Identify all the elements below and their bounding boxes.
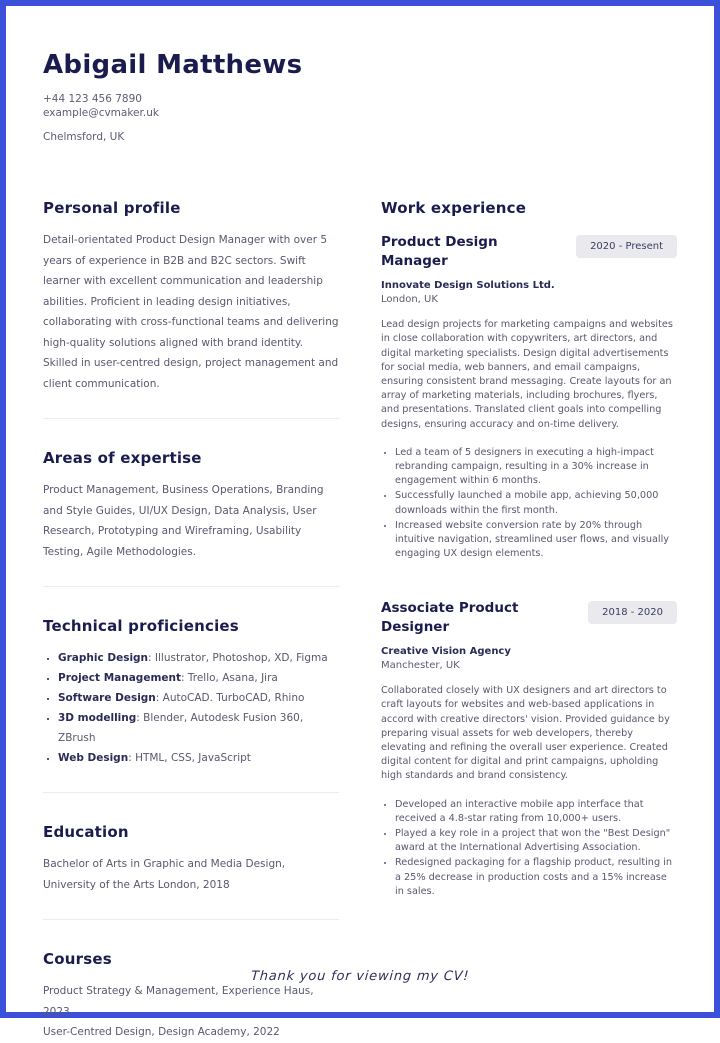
work-experience-heading: Work experience (381, 199, 527, 218)
job-header (381, 599, 677, 637)
course-line: User-Centred Design, Design Academy, 2022 (43, 1026, 280, 1039)
section-divider (43, 792, 339, 793)
section-technical-proficiencies (43, 617, 339, 768)
job-bullet-list (381, 798, 677, 899)
tech-item (58, 648, 339, 668)
job-bullet-list (381, 446, 677, 562)
cv-footer (6, 965, 714, 984)
areas-of-expertise-heading: Areas of expertise (43, 449, 202, 468)
tech-item-value: : HTML, CSS, JavaScript (128, 752, 251, 765)
phone-number: +44 123 456 7890 (43, 93, 142, 105)
tech-item-label: Graphic Design (58, 652, 149, 665)
job-company: Innovate Design Solutions Ltd. (381, 280, 555, 292)
job-bullet: • Successfully launched a mobile app, achieving 50,000 downloads within the first month. (395, 489, 677, 517)
tech-item-value: : Illustrator, Photoshop, XD, Figma (148, 652, 328, 665)
tech-item (58, 748, 339, 768)
candidate-name: Abigail Matthews (43, 50, 303, 80)
section-divider (43, 586, 339, 587)
left-column (43, 199, 339, 1043)
job-title: Product Design Manager (381, 234, 498, 270)
cv-columns (6, 199, 714, 1043)
technical-proficiencies-list (43, 648, 339, 768)
right-column (381, 199, 677, 1043)
tech-item (58, 688, 339, 708)
job-entry (381, 599, 677, 899)
email-address: example@cvmaker.uk (43, 107, 159, 120)
tech-item (58, 708, 339, 748)
job-title: Associate Product Designer (381, 600, 519, 636)
tech-item-label: 3D modelling (58, 712, 137, 725)
job-summary: Collaborated closely with UX designers and art directors to craft layouts for websites and web-based applications in accord with creative directors' vision. Provided guidance by preparing visual assets for web developers, thereby elevating and refining the overall user experience. Created digital content for digital and print campaigns, upholding high standards and brand consistency. (381, 685, 670, 782)
education-body: Bachelor of Arts in Graphic and Media Design, University of the Arts London, 2018 (43, 858, 286, 891)
course-line: Product Strategy & Management, Experience Haus, 2023 (43, 985, 314, 1018)
section-personal-profile (43, 199, 339, 394)
section-education (43, 823, 339, 895)
job-bullet: • Played a key role in a project that won the "Best Design" award at the International Advertising Association. (395, 827, 677, 855)
job-location: London, UK (381, 294, 438, 306)
tech-item-label: Web Design (58, 752, 129, 765)
cv-header (6, 6, 714, 143)
courses-body (43, 981, 339, 1043)
location: Chelmsford, UK (43, 131, 125, 144)
section-areas-of-expertise (43, 449, 339, 562)
job-location: Manchester, UK (381, 660, 460, 672)
job-bullet: • Led a team of 5 designers in executing a high-impact rebranding campaign, resulting in a 30% increase in engagement within 6 months. (395, 446, 677, 489)
job-bullet: • Increased website conversion rate by 20% through intuitive navigation, streamlined user flows, and visually engaging UX design elements. (395, 519, 677, 562)
tech-item-label: Software Design (58, 692, 156, 705)
job-header (381, 233, 677, 271)
tech-item-value: : AutoCAD. TurboCAD, Rhino (155, 692, 305, 705)
education-heading: Education (43, 823, 129, 842)
job-bullet: • Redesigned packaging for a flagship product, resulting in a 25% decrease in production costs and a 15% increase in sales. (395, 856, 677, 899)
footer-note: Thank you for viewing my CV! (250, 969, 470, 984)
tech-item-value: : Blender, Autodesk Fusion 360, ZBrush (58, 712, 304, 745)
areas-of-expertise-body: Product Management, Business Operations, Branding and Style Guides, UI/UX Design, Data Analysis, User Research, Prototyping and Wireframing, Usability Testing, Agile Methodologies. (43, 484, 324, 558)
job-period-badge: 2018 - 2020 (588, 601, 677, 624)
job-period-badge: 2020 - Present (576, 235, 677, 258)
technical-proficiencies-heading: Technical proficiencies (43, 617, 239, 636)
job-company: Creative Vision Agency (381, 646, 511, 658)
section-divider (43, 418, 339, 419)
tech-item-label: Project Management (58, 672, 181, 685)
contact-block (43, 92, 677, 120)
job-summary: Lead design projects for marketing campaigns and websites in close collaboration with copywriters, art directors, and digital marketing specialists. Design digital advertisements for social media, web banners, and email campaigns, ensuring consistent brand messaging. Create layouts for an array of marketing materials, including brochures, flyers, and presentations. Translated client goals into compelling designs, ensuring accuracy and on-time delivery. (381, 319, 673, 430)
personal-profile-heading: Personal profile (43, 199, 181, 218)
tech-item-value: : Trello, Asana, Jira (181, 672, 278, 685)
personal-profile-body: Detail-orientated Product Design Manager with over 5 years of experience in B2B and B2C sectors. Swift learner with excellent communication and leadership abilities. Proficient in leading design initiatives, collaborating with cross-functional teams and delivering high-quality solutions aligned with brand identity. Skilled in user-centred design, project management and client communication. (43, 234, 339, 390)
job-entry (381, 233, 677, 561)
courses-heading: Courses (43, 950, 112, 969)
section-divider (43, 919, 339, 920)
tech-item (58, 668, 339, 688)
job-bullet: • Developed an interactive mobile app interface that received a 4.8-star rating from 10,000+ users. (395, 798, 677, 826)
